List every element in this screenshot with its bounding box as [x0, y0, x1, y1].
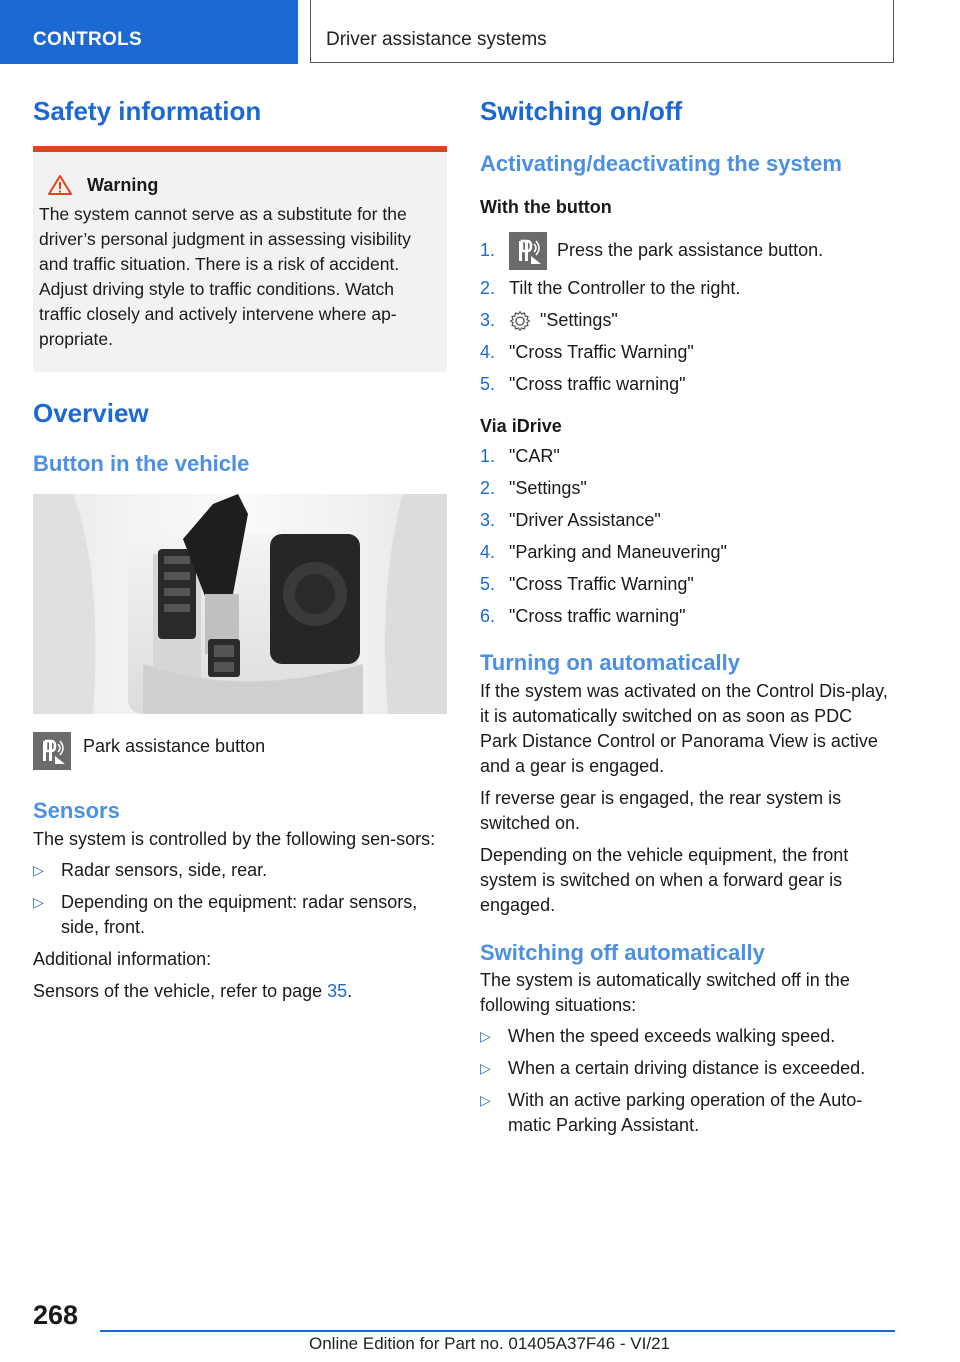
with-button-heading: With the button: [480, 196, 612, 217]
park-assist-icon: [33, 732, 71, 770]
list-item: ▷ Radar sensors, side, rear.: [33, 858, 447, 883]
auto-off-heading: Switching off automatically: [480, 939, 765, 965]
additional-info: Additional information:: [33, 949, 212, 970]
button-steps: [480, 229, 894, 401]
triangle-bullet-icon: ▷: [33, 862, 44, 879]
via-idrive-heading: Via iDrive: [480, 415, 562, 436]
sensors-list: [33, 858, 447, 940]
list-item: ▷ When a certain driving distance is exceeded.: [480, 1056, 894, 1081]
list-item: 6. "Cross traffic warning": [480, 605, 686, 626]
sensors-text: The system is controlled by the following sen‐sors:: [33, 829, 436, 850]
footer-rule: [100, 1330, 895, 1332]
section-label: CONTROLS: [33, 29, 143, 50]
activate-heading: Activating/deactivating the system: [480, 151, 842, 177]
auto-on-heading: Turning on automatically: [480, 650, 740, 676]
button-caption: Park assistance button: [83, 735, 266, 756]
list-item: ▷ When the speed exceeds walking speed.: [480, 1024, 894, 1049]
triangle-bullet-icon: ▷: [480, 1092, 491, 1109]
left-column: [33, 96, 447, 1004]
warning-box: [33, 146, 447, 372]
park-assist-icon: [509, 232, 547, 270]
page-link[interactable]: 35: [327, 981, 348, 1002]
list-item: 3. "Settings": [480, 310, 618, 331]
list-item: 4. "Cross Traffic Warning": [480, 342, 694, 363]
triangle-bullet-icon: ▷: [480, 1028, 491, 1045]
overview-heading: Overview: [33, 398, 149, 429]
section-tab: [0, 0, 298, 64]
list-item: ▷ Depending on the equipment: radar sensors, side, front.: [33, 892, 418, 938]
list-item: 1. Press the park assistance button.: [480, 229, 894, 273]
warning-text: The system cannot serve as a substitute for the driver’s personal judgment in assessing visibility and traffic situation. There is a risk of accident. Adjust driving style to traffic conditions. Watch traffic closely and actively intervene where ap‐propriate.: [39, 204, 411, 350]
idrive-steps: [480, 440, 894, 632]
list-item: 4. "Parking and Maneuvering": [480, 541, 727, 562]
edition-text: Online Edition for Part no. 01405A37F46 - VI/21: [309, 1334, 671, 1353]
list-item: 5. "Cross Traffic Warning": [480, 573, 694, 594]
triangle-bullet-icon: ▷: [480, 1060, 491, 1077]
warning-header: [47, 174, 441, 196]
console-illustration: [33, 494, 447, 714]
warning-title: Warning: [87, 174, 159, 195]
warning-triangle-icon: [47, 174, 73, 196]
button-caption-row: [33, 732, 447, 770]
auto-off-text: The system is automatically switched off in the following situations:: [480, 970, 850, 1016]
chapter-label: Driver assistance systems: [326, 29, 547, 50]
triangle-bullet-icon: ▷: [33, 894, 44, 911]
switching-heading: Switching on/off: [480, 96, 683, 126]
gear-icon: [509, 310, 531, 332]
list-item: 5. "Cross traffic warning": [480, 374, 686, 395]
list-item: 2. Tilt the Controller to the right.: [480, 278, 741, 299]
safety-heading: Safety information: [33, 96, 262, 126]
page-reference: Sensors of the vehicle, refer to page 35.: [33, 981, 353, 1002]
sensors-heading: Sensors: [33, 797, 120, 823]
button-heading: Button in the vehicle: [33, 451, 250, 477]
chapter-tab: [310, 0, 894, 63]
list-item: 3. "Driver Assistance": [480, 509, 661, 530]
auto-on-text-3: Depending on the vehicle equipment, the front system is switched on when a forward gear is engaged.: [480, 844, 849, 915]
right-column: [480, 96, 894, 1145]
console-photo: [33, 494, 447, 714]
list-item: ▷ With an active parking operation of the Auto‐matic Parking Assistant.: [480, 1090, 863, 1136]
list-item: 1. "CAR": [480, 445, 560, 466]
auto-on-text-2: If reverse gear is engaged, the rear system is switched on.: [480, 787, 842, 833]
auto-off-list: [480, 1024, 894, 1138]
page-number: 268: [33, 1300, 79, 1330]
auto-on-text-1: If the system was activated on the Control Dis‐play, it is automatically switched on as soon as PDC Park Distance Control or Panorama View is active and a gear is engaged.: [480, 680, 888, 776]
list-item: 2. "Settings": [480, 477, 587, 498]
